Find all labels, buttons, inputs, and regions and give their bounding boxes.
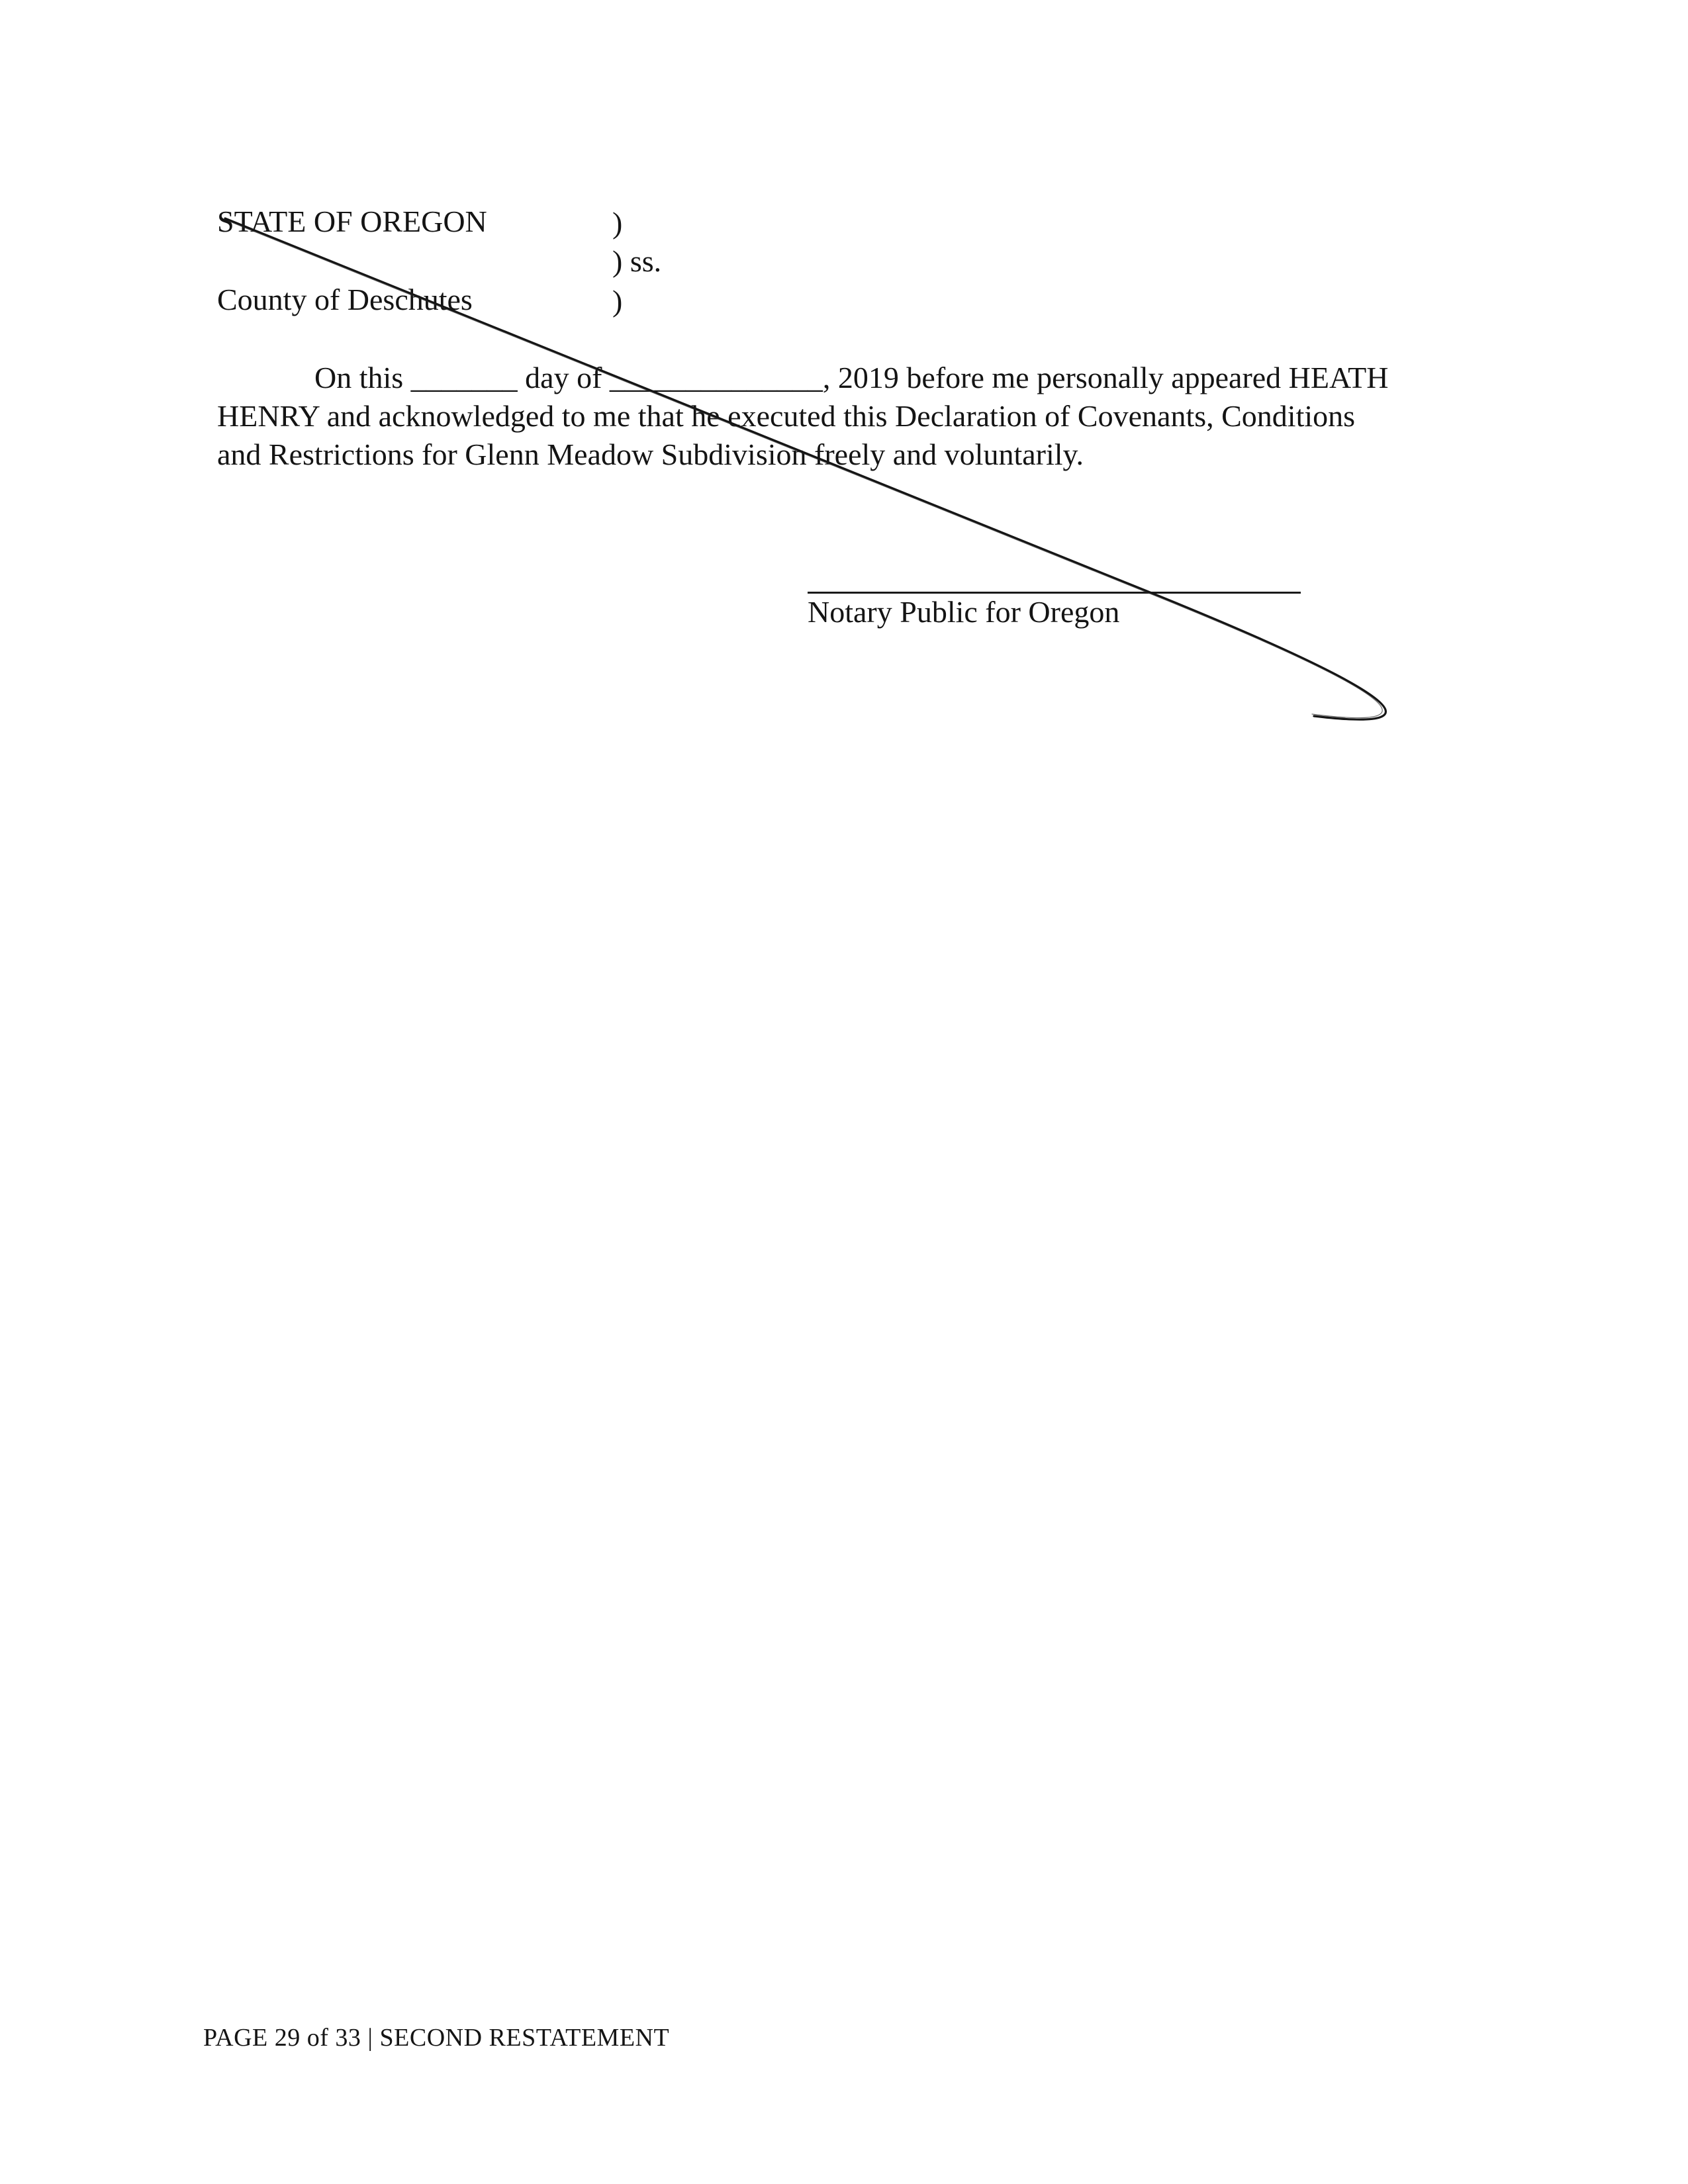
venue-paren-ss: ) ss. — [612, 244, 662, 278]
acknowledgment-line-2: HENRY and acknowledged to me that he executed this Declaration of Covenants, Conditions — [217, 399, 1356, 433]
notary-signature-line — [808, 592, 1301, 594]
page-footer: PAGE 29 of 33 | SECOND RESTATEMENT — [203, 2024, 670, 2052]
acknowledgment-line-3: and Restrictions for Glenn Meadow Subdivision freely and voluntarily. — [217, 437, 1084, 471]
venue-paren-bottom: ) — [612, 284, 623, 318]
acknowledgment-line-1: On this _______ day of ______________, 2019 before me personally appeared HEATH — [314, 361, 1389, 394]
venue-state: STATE OF OREGON — [217, 205, 487, 238]
notary-signature-label: Notary Public for Oregon — [808, 595, 1120, 629]
venue-paren-top: ) — [612, 206, 623, 240]
venue-county: County of Deschutes — [217, 283, 473, 316]
